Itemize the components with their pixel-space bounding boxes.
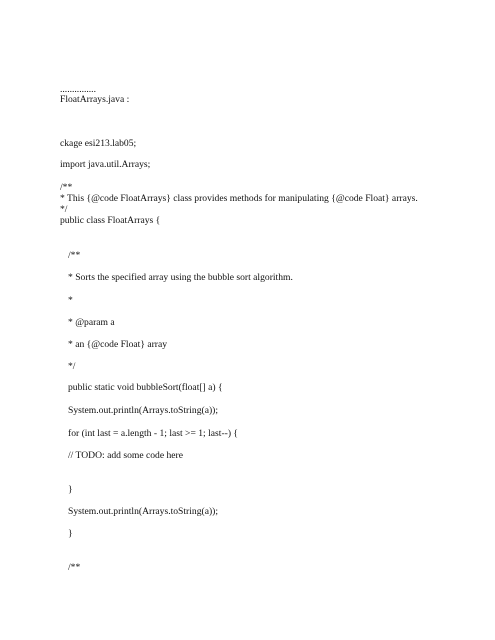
close-for-brace: }: [68, 484, 73, 495]
import-line: import java.util.Arrays;: [60, 159, 151, 170]
method-javadoc-blank: *: [68, 295, 73, 306]
method-javadoc-open: /**: [68, 250, 81, 261]
print-before-line: System.out.println(Arrays.toString(a));: [68, 405, 219, 416]
package-line: ckage esi213.lab05;: [60, 138, 137, 149]
file-heading: FloatArrays.java :: [60, 94, 130, 105]
class-declaration: public class FloatArrays {: [60, 215, 161, 226]
method-declaration: public static void bubbleSort(float[] a) {: [68, 382, 223, 393]
class-javadoc-close: */: [60, 204, 68, 215]
next-javadoc-open: /**: [68, 562, 81, 573]
todo-comment: // TODO: add some code here: [68, 450, 184, 461]
method-javadoc-description: * Sorts the specified array using the bubble sort algorithm.: [68, 272, 293, 283]
dots-line: ...............: [60, 84, 96, 95]
class-javadoc-open: /**: [60, 182, 73, 193]
for-loop-line: for (int last = a.length - 1; last >= 1; last--) {: [68, 428, 239, 439]
close-method-brace: }: [68, 528, 73, 539]
method-javadoc-param-description: * an {@code Float} array: [68, 339, 168, 350]
print-after-line: System.out.println(Arrays.toString(a));: [68, 506, 219, 517]
method-javadoc-param: * @param a: [68, 317, 115, 328]
method-javadoc-close: */: [68, 361, 76, 372]
class-javadoc-description: * This {@code FloatArrays} class provides methods for manipulating {@code Float} arrays.: [60, 193, 418, 204]
